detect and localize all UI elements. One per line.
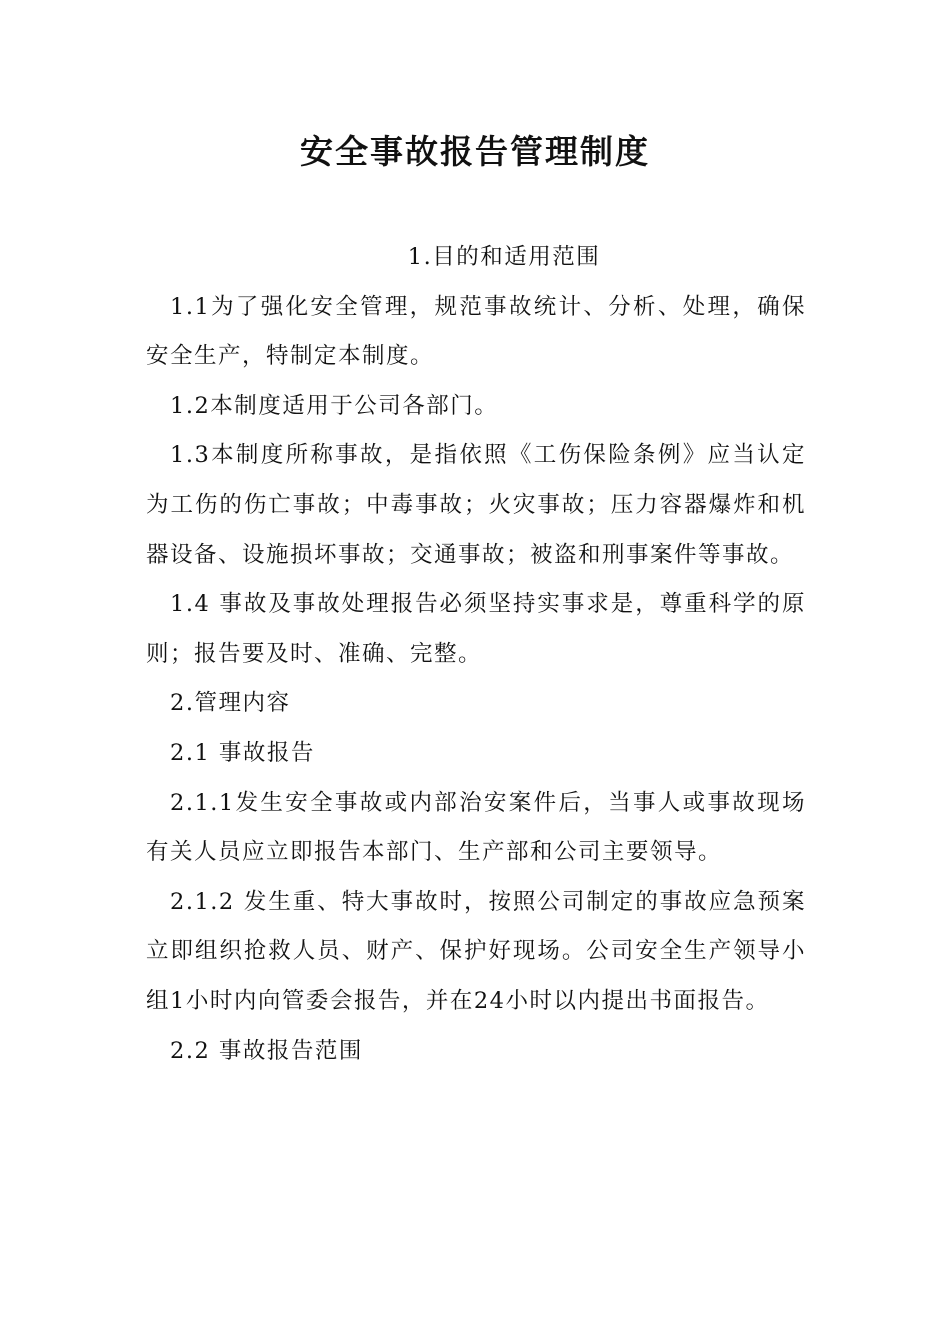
paragraph-1-4: 1.4 事故及事故处理报告必须坚持实事求是，尊重科学的原则；报告要及时、准确、完整。 — [146, 591, 806, 667]
paragraph-1-2: 1.2本制度适用于公司各部门。 — [170, 392, 499, 419]
section-heading-1: 1.目的和适用范围 — [407, 244, 601, 270]
paragraph-2-1-2: 2.1.2 发生重、特大事故时，按照公司制定的事故应急预案立即组织抢救人员、财产、保护好现场。公司安全生产领导小组1小时内向管委会报告，并在24小时以内提出书面报告。 — [146, 888, 806, 1014]
paragraph-2-1-1: 2.1.1发生安全事故或内部治安案件后，当事人或事故现场有关人员应立即报告本部门、生产部和公司主要领导。 — [146, 789, 806, 866]
document-body — [146, 233, 806, 1076]
paragraph-1-1: 1.1为了强化安全管理，规范事故统计、分析、处理，确保安全生产，特制定本制度。 — [146, 293, 806, 370]
document-title: 安全事故报告管理制度 — [300, 132, 650, 171]
paragraph-1-3: 1.3本制度所称事故，是指依照《工伤保险条例》应当认定为工伤的伤亡事故；中毒事故；火灾事故；压力容器爆炸和机器设备、设施损坏事故；交通事故；被盗和刑事案件等事故。 — [146, 442, 806, 568]
subsection-heading-2-2: 2.2 事故报告范围 — [170, 1037, 363, 1064]
subsection-heading-2-1: 2.1 事故报告 — [170, 739, 315, 766]
section-heading-2: 2.管理内容 — [170, 690, 291, 717]
